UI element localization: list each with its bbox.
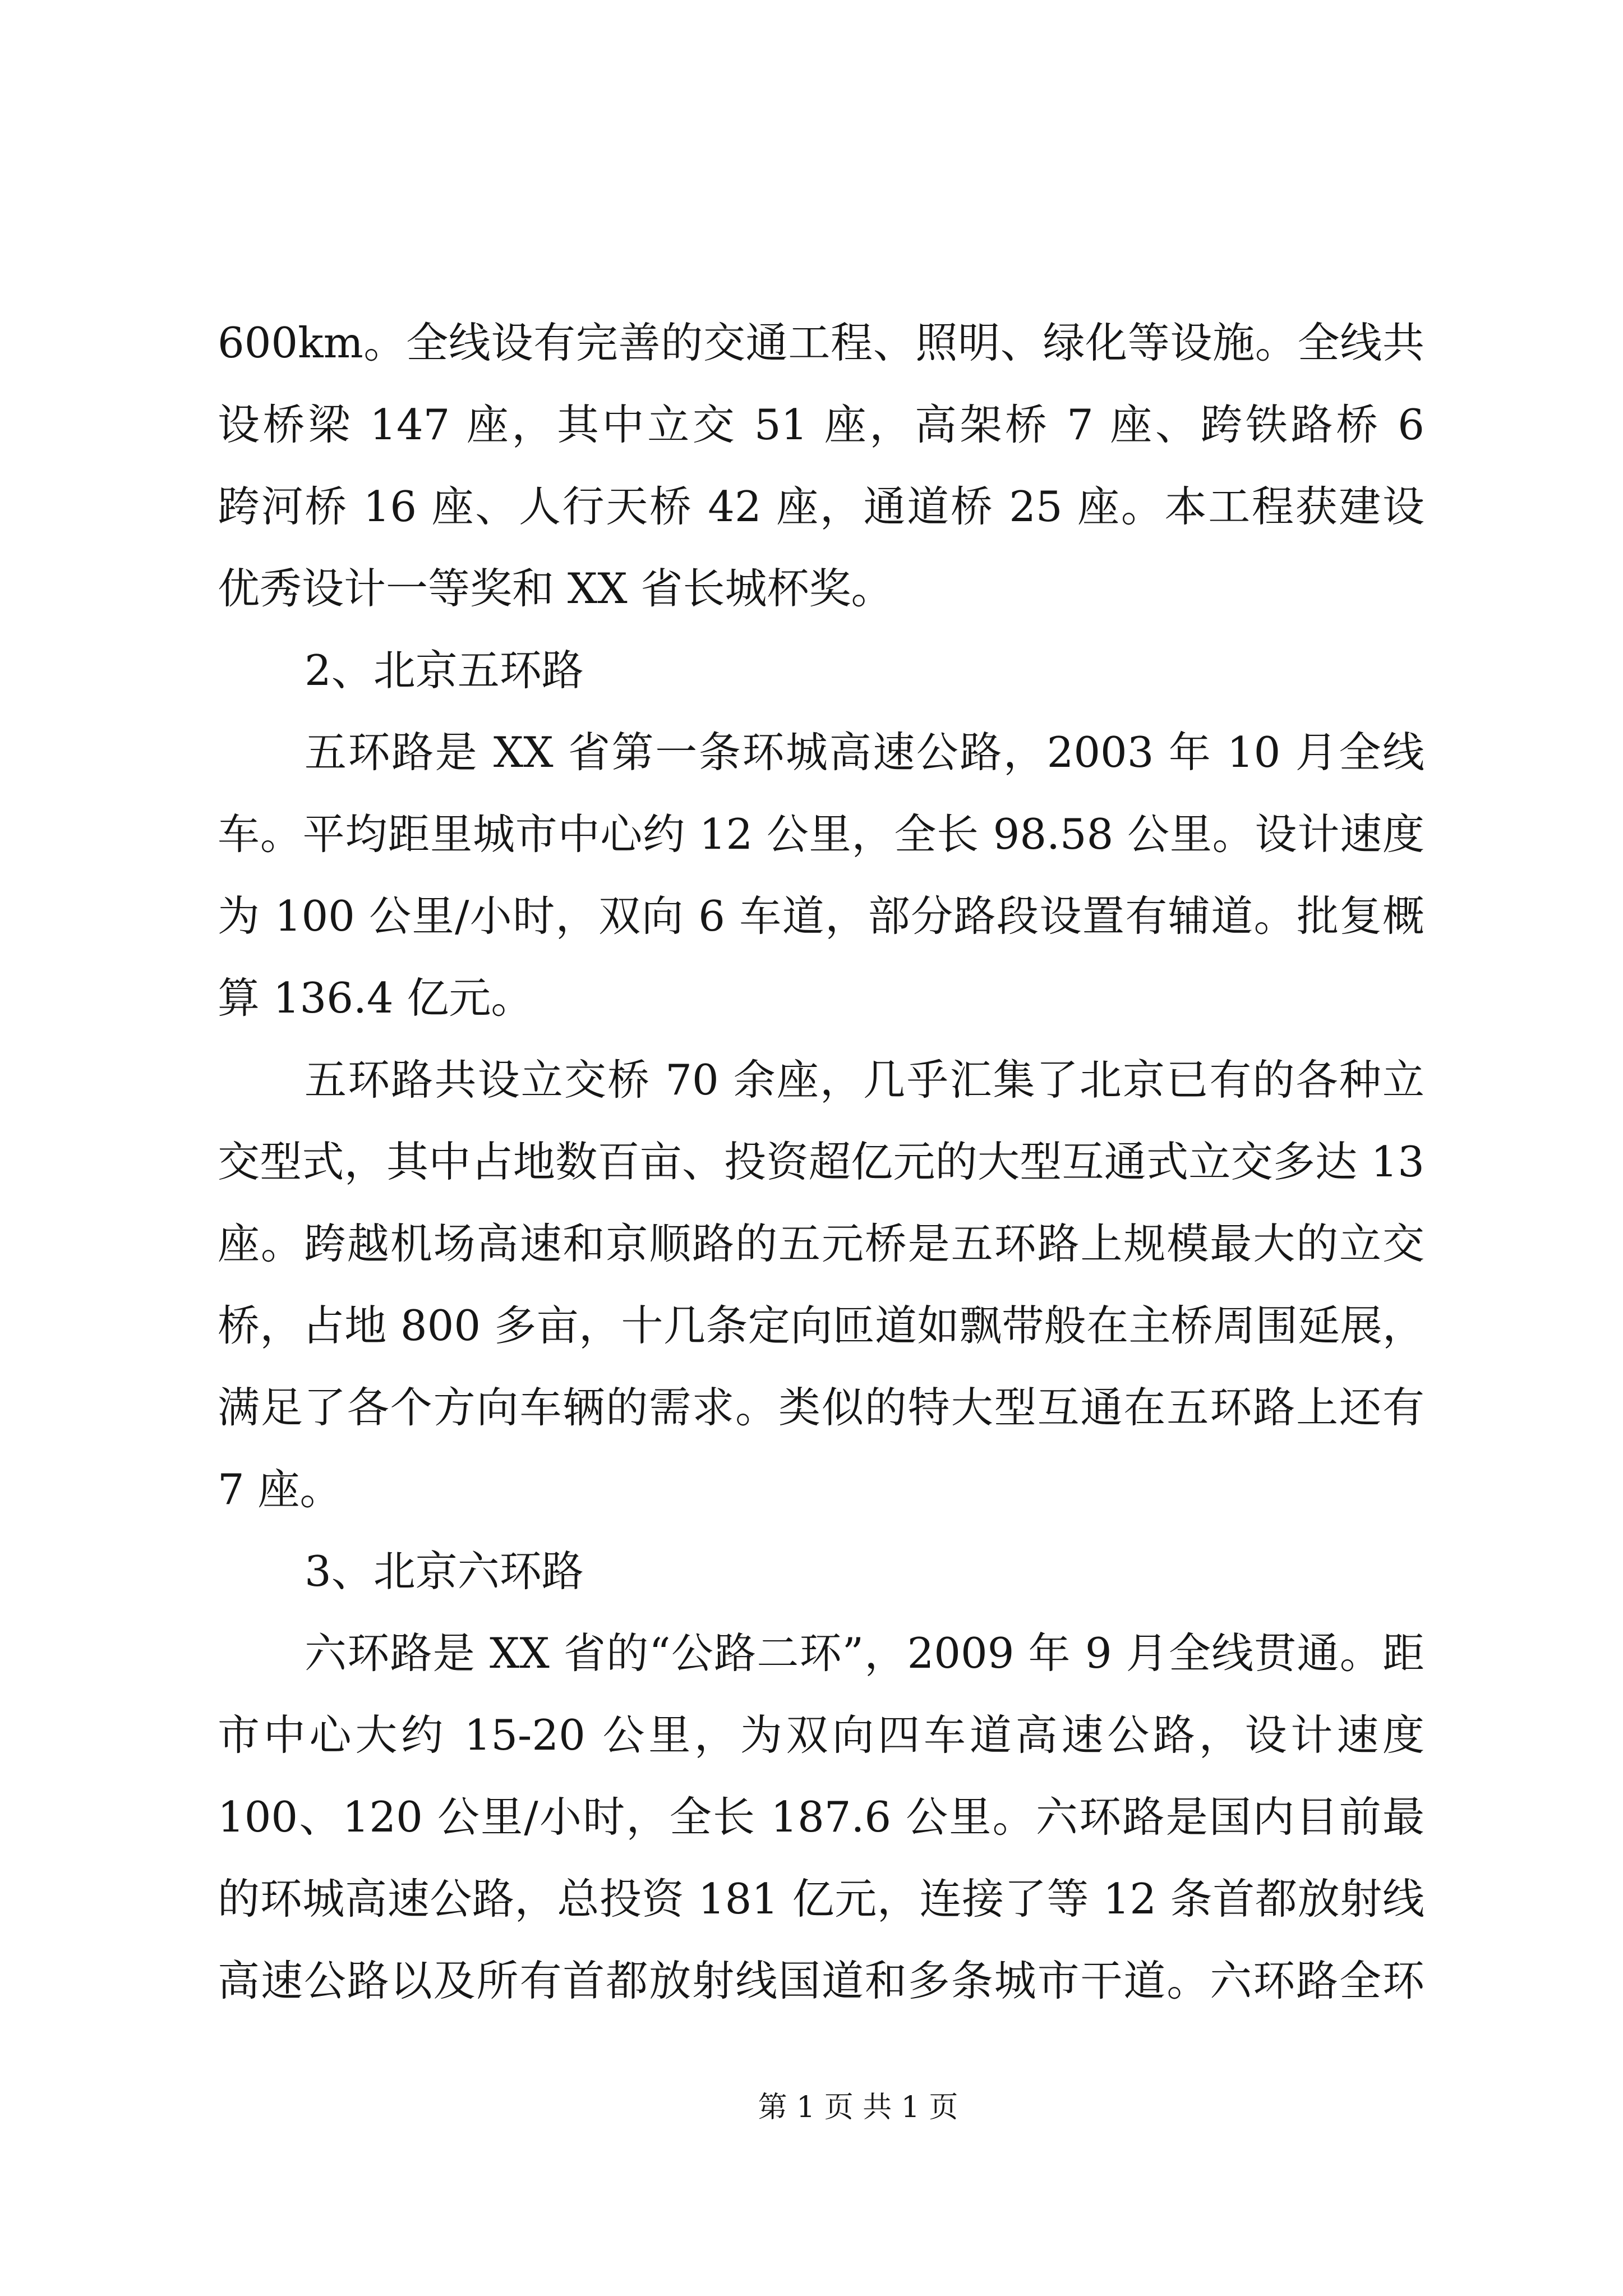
- text-line: 交型式，其中占地数百亩、投资超亿元的大型互通式立交多达 13: [218, 1137, 1424, 1186]
- text-line: 为 100 公里/小时，双向 6 车道，部分路段设置有辅道。批复概: [218, 891, 1424, 941]
- section-heading-sixth-ring: [218, 1530, 1424, 1612]
- paragraph-fifth-ring-overview: [218, 711, 1424, 1039]
- section-heading-fifth-ring: [218, 629, 1424, 711]
- text-line: 跨河桥 16 座、人行天桥 42 座，通道桥 25 座。本工程获建设: [218, 482, 1424, 531]
- document-body: [218, 302, 1424, 2022]
- text-line: 五环路是 XX 省第一条环城高速公路，2003 年 10 月全线: [305, 728, 1424, 777]
- text-line: 高速公路以及所有首都放射线国道和多条城市干道。六环路全环: [218, 1956, 1424, 2005]
- paragraph-fifth-ring-interchanges: [218, 1039, 1424, 1530]
- text-line: 车。平均距里城市中心约 12 公里，全长 98.58 公里。设计速度: [218, 809, 1424, 859]
- text-line: 六环路是 XX 省的“公路二环”，2009 年 9 月全线贯通。距: [305, 1628, 1424, 1678]
- page-footer: 第 1 页 共 1 页: [758, 2091, 958, 2124]
- text-line: 7 座。: [218, 1465, 342, 1514]
- section-heading: 3、北京六环路: [305, 1547, 584, 1596]
- text-line: 桥，占地 800 多亩，十几条定向匝道如飘带般在主桥周围延展，: [218, 1301, 1424, 1350]
- paragraph-sixth-ring-overview: [218, 1612, 1424, 2022]
- paragraph-ring-roads-intro: [218, 302, 1424, 629]
- text-line: 算 136.4 亿元。: [218, 973, 533, 1023]
- text-line: 设桥梁 147 座，其中立交 51 座，高架桥 7 座、跨铁路桥 6: [218, 400, 1424, 449]
- text-line: 的环城高速公路，总投资 181 亿元，连接了等 12 条首都放射线: [218, 1874, 1424, 1924]
- section-heading: 2、北京五环路: [305, 646, 584, 695]
- text-line: 600km。全线设有完善的交通工程、照明、绿化等设施。全线共: [218, 318, 1424, 367]
- text-line: 市中心大约 15-20 公里，为双向四车道高速公路，设计速度: [218, 1710, 1424, 1760]
- text-line: 优秀设计一等奖和 XX 省长城杯奖。: [218, 564, 893, 613]
- text-line: 满足了各个方向车辆的需求。类似的特大型互通在五环路上还有: [218, 1383, 1424, 1432]
- text-line: 五环路共设立交桥 70 余座，几乎汇集了北京已有的各种立: [305, 1055, 1424, 1105]
- text-line: 100、120 公里/小时，全长 187.6 公里。六环路是国内目前最: [218, 1792, 1424, 1842]
- text-line: 座。跨越机场高速和京顺路的五元桥是五环路上规模最大的立交: [218, 1219, 1424, 1268]
